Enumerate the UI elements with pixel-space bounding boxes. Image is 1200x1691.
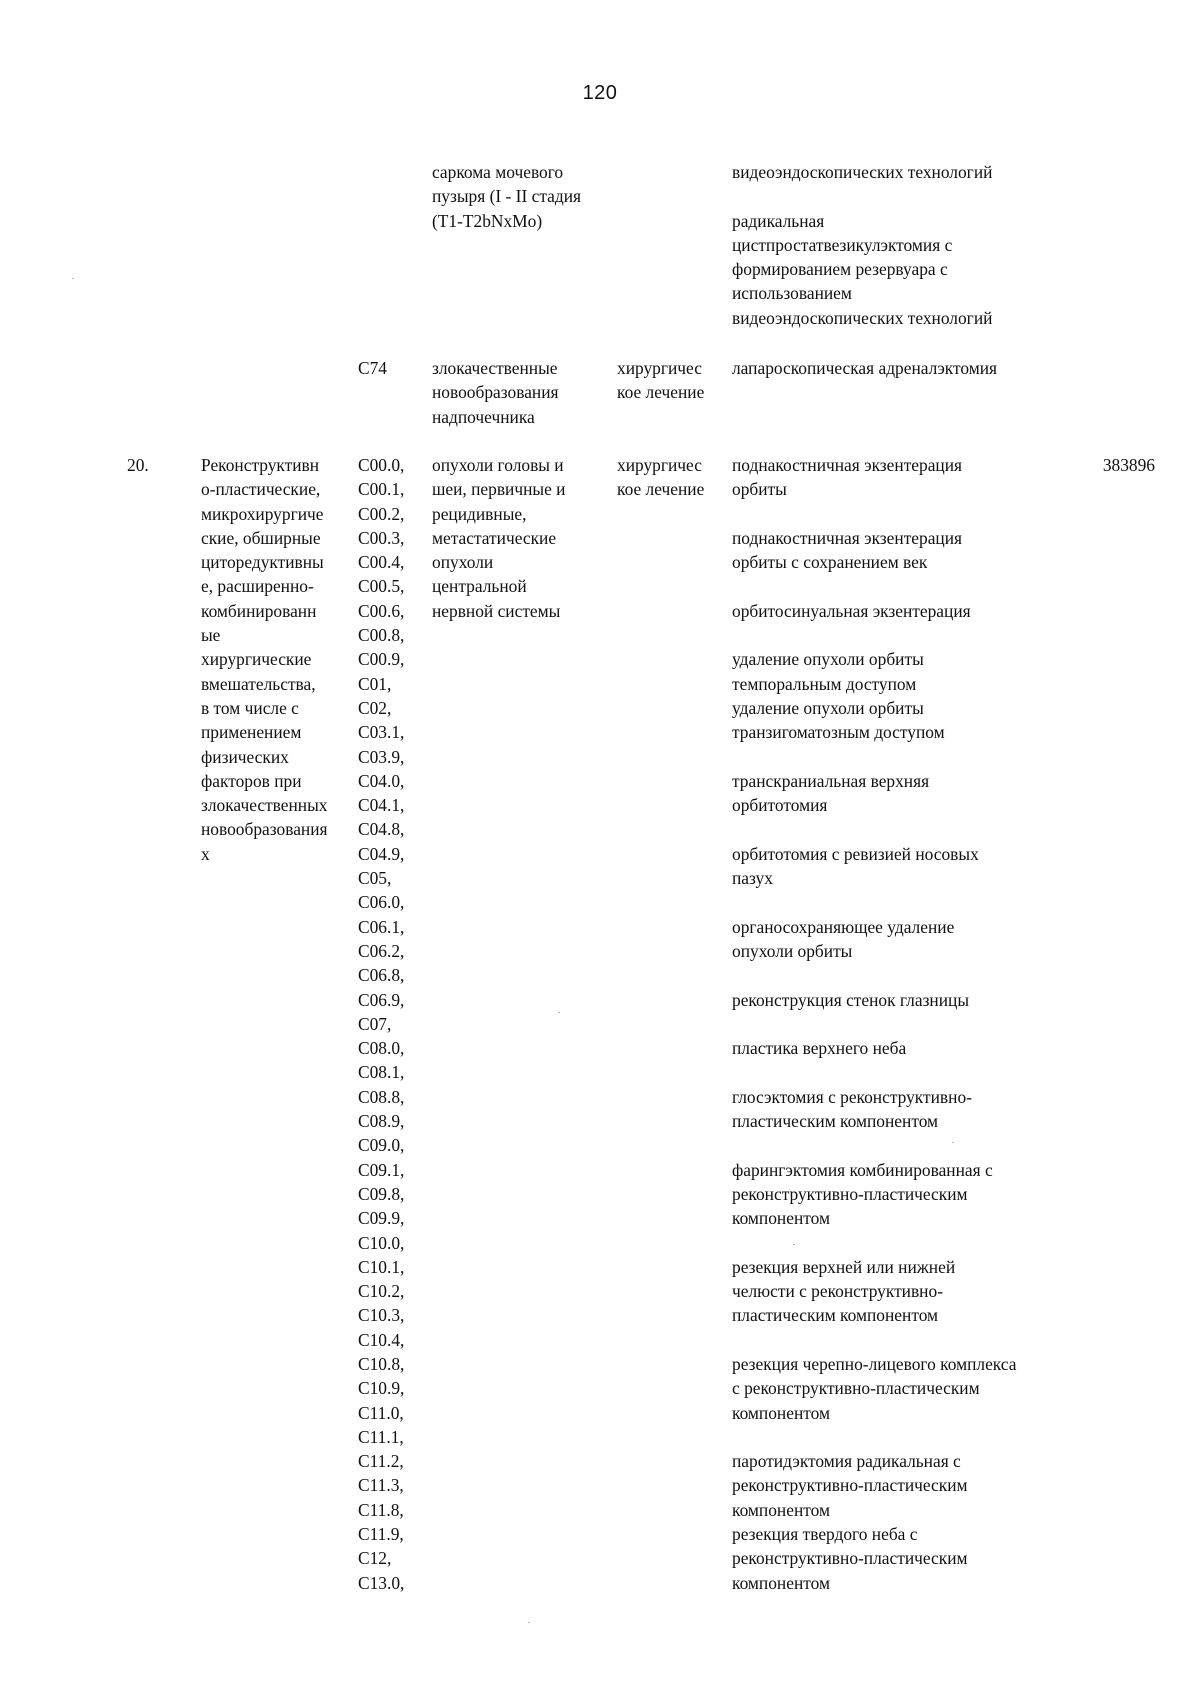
text-line — [732, 623, 1016, 647]
row-20-name — [201, 453, 328, 866]
text-line: C10.9, — [358, 1378, 405, 1399]
text-line: C08.8, — [358, 1086, 405, 1107]
text-line: C11.0, — [358, 1402, 404, 1423]
text-line: радикальная — [732, 210, 825, 231]
text-line: хирургичес — [617, 455, 702, 475]
text-line: е, расширенно- — [201, 576, 314, 597]
text-line: орбиты с сохранением век — [732, 552, 928, 573]
text-line: хирургичес — [617, 358, 702, 378]
text-line: использованием — [732, 283, 852, 304]
text-line: C06.8, — [358, 965, 405, 986]
text-line: рецидивные, — [432, 503, 527, 524]
text-line: темпоральным доступом — [732, 673, 917, 694]
text-line: C00.0, — [358, 455, 405, 475]
text-line: злокачественных — [201, 795, 328, 816]
text-line: надпочечника — [432, 406, 535, 427]
text-line: шеи, первичные и — [432, 479, 566, 500]
text-line: ские, обширные — [201, 527, 321, 548]
text-line: пузыря (I - II стадия — [432, 186, 582, 207]
scan-speck — [952, 1142, 954, 1143]
row-20-number: 20. — [127, 455, 149, 475]
text-line — [732, 1012, 1016, 1036]
text-line: C10.2, — [358, 1281, 405, 1302]
text-line: кое лечение — [617, 479, 705, 500]
text-line: о-пластические, — [201, 479, 321, 500]
text-line: C00.9, — [358, 649, 405, 670]
text-line: C10.1, — [358, 1256, 405, 1277]
text-line: C13.0, — [358, 1572, 405, 1593]
text-line: центральной — [432, 576, 527, 597]
text-line — [732, 184, 992, 208]
text-line: органосохраняющее удаление — [732, 916, 955, 937]
text-line: цистпростатвезикулэктомия с — [732, 234, 953, 255]
text-line: в том числе с — [201, 697, 299, 718]
text-line: C10.0, — [358, 1232, 405, 1253]
text-line: орбитотомия — [732, 795, 828, 816]
text-line — [732, 1133, 1016, 1157]
text-line: C09.0, — [358, 1135, 405, 1156]
text-line: физических — [201, 746, 289, 767]
text-line: саркома мочевого — [432, 162, 564, 182]
text-line: пластическим компонентом — [732, 1111, 939, 1132]
text-line: орбиты — [732, 479, 787, 500]
page-number: 120 — [582, 82, 618, 104]
text-line: метастатические — [432, 527, 557, 548]
text-line: (T1-T2bNxMo) — [432, 210, 543, 231]
text-line: C11.2, — [358, 1451, 404, 1472]
text-line: пазух — [732, 868, 773, 889]
text-line: компонентом — [732, 1572, 831, 1593]
text-line: C03.9, — [358, 746, 405, 767]
text-line: компонентом — [732, 1499, 831, 1520]
text-line: формированием резервуара с — [732, 259, 948, 280]
text-line: удаление опухоли орбиты — [732, 649, 924, 670]
text-line: C01, — [358, 673, 392, 694]
text-line: кое лечение — [617, 382, 705, 403]
text-line: C11.9, — [358, 1524, 404, 1545]
text-line: пластическим компонентом — [732, 1305, 939, 1326]
text-line: резекция черепно-лицевого комплекса — [732, 1353, 1017, 1374]
text-line: нервной системы — [432, 600, 561, 621]
text-line: C06.1, — [358, 916, 405, 937]
text-line: фарингэктомия комбинированная с — [732, 1159, 993, 1180]
scan-speck — [528, 1622, 530, 1623]
scan-speck — [793, 1244, 795, 1245]
text-line: циторедуктивны — [201, 552, 324, 573]
text-line: C08.0, — [358, 1038, 405, 1059]
row-20-disease — [432, 453, 565, 623]
text-line: C00.3, — [358, 527, 405, 548]
text-line: C02, — [358, 697, 392, 718]
text-line: поднакостничная экзентерация — [732, 527, 963, 548]
text-line: новообразования — [432, 382, 559, 403]
c74-treatment — [617, 356, 704, 405]
text-line — [732, 1328, 1016, 1352]
text-line: компонентом — [732, 1402, 831, 1423]
text-line: C09.1, — [358, 1159, 405, 1180]
text-line — [732, 1425, 1016, 1449]
text-line: х — [201, 843, 210, 864]
text-line: опухоли орбиты — [732, 940, 853, 961]
text-line: видеоэндоскопических технологий — [732, 307, 993, 328]
scan-speck — [72, 278, 74, 279]
text-line: C08.1, — [358, 1062, 405, 1083]
text-line: C00.2, — [358, 503, 405, 524]
text-line: C04.1, — [358, 795, 405, 816]
text-line — [732, 502, 1016, 526]
text-line: компонентом — [732, 1208, 831, 1229]
row-20-method — [732, 453, 1016, 1595]
text-line: микрохирургиче — [201, 503, 324, 524]
text-line: C04.8, — [358, 819, 405, 840]
text-line: Реконструктивн — [201, 455, 320, 475]
text-line: ые — [201, 625, 221, 646]
text-line: C06.2, — [358, 940, 405, 961]
text-line: применением — [201, 722, 302, 743]
text-line: C12, — [358, 1548, 392, 1569]
text-line: вмешательства, — [201, 673, 316, 694]
text-line: C06.9, — [358, 989, 405, 1010]
text-line: резекция верхней или нижней — [732, 1256, 956, 1277]
text-line: резекция твердого неба с — [732, 1524, 918, 1545]
continuation-method — [732, 160, 992, 330]
text-line — [732, 574, 1016, 598]
text-line: реконструктивно-пластическим — [732, 1475, 968, 1496]
text-line: C11.8, — [358, 1499, 404, 1520]
text-line: C00.4, — [358, 552, 405, 573]
text-line — [732, 890, 1016, 914]
text-line: C07, — [358, 1013, 392, 1034]
text-line: транзигоматозным доступом — [732, 722, 945, 743]
text-line: C04.0, — [358, 770, 405, 791]
row-20-codes — [358, 453, 404, 1595]
row-20-cost: 383896 — [1102, 455, 1155, 475]
row-20-treatment — [617, 453, 704, 502]
text-line: C04.9, — [358, 843, 405, 864]
text-line: поднакостничная экзентерация — [732, 455, 963, 475]
text-line: пластика верхнего неба — [732, 1038, 907, 1059]
text-line: C00.5, — [358, 576, 405, 597]
text-line: реконструктивно-пластическим — [732, 1183, 968, 1204]
text-line: C00.8, — [358, 625, 405, 646]
c74-code: C74 — [358, 358, 387, 378]
text-line: реконструкция стенок глазницы — [732, 989, 970, 1010]
text-line: C10.8, — [358, 1353, 405, 1374]
text-line: комбинированн — [201, 600, 317, 621]
c74-method — [732, 356, 997, 380]
c74-disease — [432, 356, 559, 429]
text-line: C03.1, — [358, 722, 405, 743]
text-line: опухоли — [432, 552, 494, 573]
text-line — [732, 963, 1016, 987]
text-line: с реконструктивно-пластическим — [732, 1378, 980, 1399]
text-line: лапароскопическая адреналэктомия — [732, 358, 998, 378]
text-line: C10.4, — [358, 1329, 405, 1350]
text-line: паротидэктомия радикальная с — [732, 1451, 961, 1472]
text-line: транскраниальная верхняя — [732, 770, 930, 791]
text-line: C09.8, — [358, 1183, 405, 1204]
text-line — [732, 745, 1016, 769]
text-line: факторов при — [201, 770, 302, 791]
text-line: C09.9, — [358, 1208, 405, 1229]
text-line: хирургические — [201, 649, 312, 670]
text-line: злокачественные — [432, 358, 558, 378]
text-line: C00.6, — [358, 600, 405, 621]
text-line: C08.9, — [358, 1111, 405, 1132]
continuation-disease — [432, 160, 581, 233]
text-line: челюсти с реконструктивно- — [732, 1281, 943, 1302]
text-line: C11.1, — [358, 1426, 404, 1447]
text-line: C05, — [358, 868, 392, 889]
text-line: C06.0, — [358, 892, 405, 913]
text-line: орбитосинуальная экзентерация — [732, 600, 971, 621]
text-line — [732, 817, 1016, 841]
text-line: новообразования — [201, 819, 328, 840]
text-line: глосэктомия с реконструктивно- — [732, 1086, 972, 1107]
text-line: удаление опухоли орбиты — [732, 697, 924, 718]
text-line: реконструктивно-пластическим — [732, 1548, 968, 1569]
text-line — [732, 1060, 1016, 1084]
text-line: видеоэндоскопических технологий — [732, 162, 993, 182]
text-line: орбитотомия с ревизией носовых — [732, 843, 979, 864]
text-line — [732, 1231, 1016, 1255]
text-line: C11.3, — [358, 1475, 404, 1496]
text-line: опухоли головы и — [432, 455, 564, 475]
text-line: C10.3, — [358, 1305, 405, 1326]
scan-speck — [558, 1012, 560, 1013]
text-line: C00.1, — [358, 479, 405, 500]
